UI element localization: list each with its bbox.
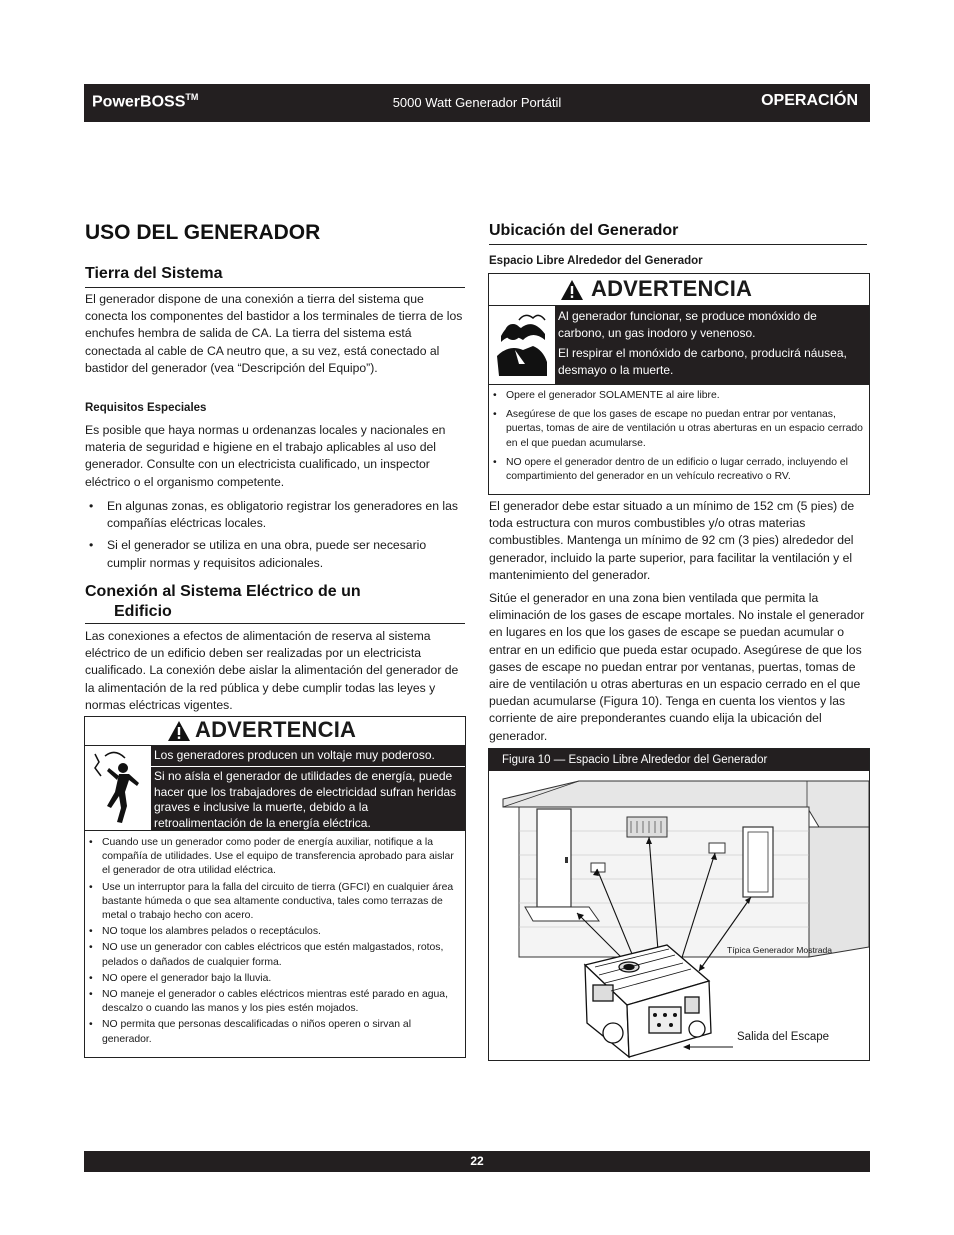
list-item: • Use un interruptor para la falla del circuito de tierra (GFCI) en cualquier área bastante húmeda o que sea altamente conductiva, tales como terrazas de metal o trabajo hecho con acero. (85, 881, 457, 924)
figure-caption: Figura 10 — Espacio Libre Alrededor del Generador (489, 749, 869, 771)
warning-message (151, 746, 465, 830)
paragraph-requisitos: Es posible que haya normas u ordenanzas locales y nacionales en materia de seguridad e higiene en el trabajo aplicables al uso del generador. Consulte con un electricista cualificado, un inspector eléctrico o el organismo competente. (85, 423, 446, 489)
list-item: • NO toque los alambres pelados o receptáculos. (85, 925, 457, 939)
section-label: OPERACIÓN (761, 92, 858, 109)
warning-line-1: Los generadores producen un voltaje muy poderoso. (151, 746, 465, 767)
toxic-fumes-icon (489, 306, 555, 384)
heading-tierra: Tierra del Sistema (85, 265, 465, 288)
warning-line-1: Al generador funcionar, se produce monóxido de carbono, un gas inodoro y venenoso. (558, 309, 817, 340)
heading-conexion (85, 582, 465, 624)
warning-line-2: El respirar el monóxido de carbono, producirá náusea, desmayo o la muerte. (558, 346, 847, 377)
warning-title-bar (489, 274, 869, 305)
list-item: • Asegúrese de que los gases de escape no puedan entrar por ventanas, puertas, tomas de aire de ventilación u otras aberturas en un espacio cerrado en el que puedan acumularse. (489, 408, 863, 451)
list-item: • NO opere el generador dentro de un edificio o lugar cerrado, incluyendo el compartimiento del generador en un vehículo recreativo o RV. (489, 456, 863, 484)
warning-box-electric (84, 716, 466, 1058)
warning-title: ADVERTENCIA (591, 276, 753, 301)
list-item: • En algunas zonas, es obligatorio registrar los generadores en las compañías eléctricas locales. (85, 498, 465, 532)
warning-triangle-icon (560, 279, 584, 301)
warning-bullets (489, 389, 863, 486)
clearance-diagram (489, 771, 869, 1060)
page-number: 22 (84, 1151, 870, 1172)
warning-message (555, 306, 869, 384)
electrocution-icon (85, 746, 151, 830)
paragraph-ventilacion: Sitúe el generador en una zona bien ventilada que permita la eliminación de los gases de escape mortales. No instale el generador en lugares en los que los gases de escape se puedan acumular o entrar en un edificio que pueda estar ocupado. Asegúrese de que los gases de escape no puedan entrar por ventanas, puertas, tomas de aire de ventilación u otras aberturas en un espacio cerrado en el que puedan acumularse (Figura 10). Tenga en cuenta los vientos y las corriente de aire preponderantes cuando elija la ubicación del generador. (489, 591, 865, 743)
header-title: 5000 Watt Generador Portátil (392, 95, 562, 110)
list-item: • NO opere el generador bajo la lluvia. (85, 972, 457, 986)
page-title: USO DEL GENERADOR (85, 221, 321, 244)
requisitos-list (85, 498, 465, 577)
list-item: • Opere el generador SOLAMENTE al aire libre. (489, 389, 863, 403)
page-header (84, 84, 870, 122)
list-item: • NO permita que personas descalificadas o niños operen o sirvan al generador. (85, 1018, 457, 1046)
paragraph-conexion: Las conexiones a efectos de alimentación de reserva al sistema eléctrico de un edificio deben ser realizadas por un electricista cualificado. La conexión debe aislar la alimentación del generador de la alimentación de la red pública y debe cumplir todas las leyes y normas eléctricas vigentes. (85, 629, 459, 712)
list-item: • NO use un generador con cables eléctricos que estén malgastados, rotos, pelados o dañados de cualquier forma. (85, 941, 457, 969)
paragraph-distancia: El generador debe estar situado a un mínimo de 152 cm (5 pies) de toda estructura con muros combustibles y/o otras materias combustibles. Mantenga un mínimo de 92 cm (3 pies) alrededor del generador, incluido la parte superior, para facilitar la ventilación y el mantenimiento del generador. (489, 499, 855, 582)
heading-requisitos: Requisitos Especiales (85, 402, 207, 414)
heading-ubicacion: Ubicación del Generador (489, 222, 867, 245)
brand-logo: PowerBOSS™ (92, 92, 199, 111)
list-item: • NO maneje el generador o cables eléctricos mientras esté parado en agua, descalzo o cuando las manos y los pies estén mojados. (85, 988, 457, 1016)
warning-line-2: Si no aísla el generador de utilidades de energía, puede hacer que los trabajadores de electricidad sufran heridas graves e inclusive la muerte, debido a la retroalimentación de la energía eléctrica. (154, 769, 457, 830)
heading-conexion-line2: Edificio (114, 603, 172, 620)
toxic-fumes-pictogram (489, 306, 555, 384)
figure-10 (488, 748, 870, 1061)
electric-shock-pictogram (85, 746, 151, 830)
paragraph-tierra: El generador dispone de una conexión a tierra del sistema que conecta los componentes del bastidor a los terminales de tierra de los enchufes hembra de salida de CA. La tierra del sistema está conectada al cable de CA neutro que, a su vez, está conectado al bastidor del generador (vea “Descripción del Equipo”). (85, 292, 463, 375)
list-item: • Cuando use un generador como poder de energía auxiliar, notifique a la compañía de utilidades. Use el equipo de transferencia aprobado para aislar el generador de otra utilidad eléctrica. (85, 836, 457, 879)
warning-triangle-icon (167, 720, 191, 742)
warning-bullets (85, 836, 457, 1049)
list-item: • Si el generador se utiliza en una obra, puede ser necesario cumplir normas y requisitos adicionales. (85, 537, 465, 571)
warning-title-bar (85, 717, 465, 745)
label-exhaust-outlet: Salida del Escape (737, 1031, 830, 1043)
warning-box-co (488, 273, 870, 495)
heading-conexion-line1: Conexión al Sistema Eléctrico de un (85, 583, 361, 600)
heading-espacio-libre: Espacio Libre Alrededor del Generador (489, 255, 703, 267)
label-typical-generator: Típica Generador Mostrada (727, 945, 833, 955)
warning-title: ADVERTENCIA (195, 717, 357, 742)
